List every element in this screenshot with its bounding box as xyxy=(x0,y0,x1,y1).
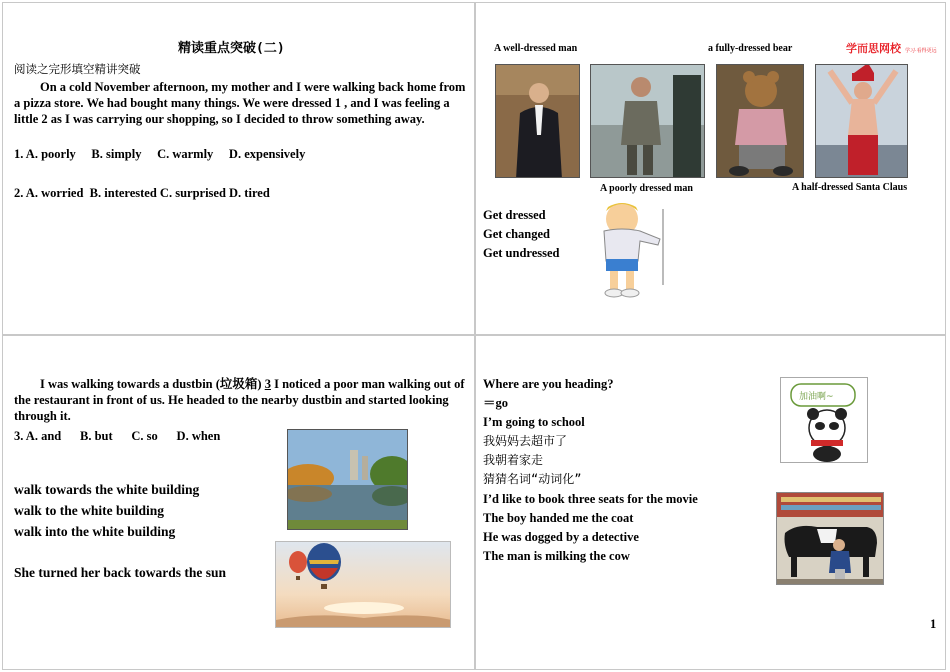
milking-cow-photo xyxy=(776,492,884,585)
fully-dressed-bear-photo xyxy=(716,64,804,178)
slide-panel-1 xyxy=(2,2,475,335)
slide-panel-2 xyxy=(475,2,946,335)
phrase-walk-into: walk into the white building xyxy=(14,524,176,539)
line-equals-go: ＝go xyxy=(483,396,509,410)
line-cn-supermarket: 我妈妈去超市了 xyxy=(483,434,568,448)
phrase-walk-towards: walk towards the white building xyxy=(14,482,200,497)
passage-paragraph: On a cold November afternoon, my mother and I were walking back home from a pizza store. We had bought many things. We were dressed 1 , and I was feeling a little 2 as I was carrying our shopping, so I decided to throw something away. xyxy=(14,80,466,126)
line-handed-coat: The boy handed me the coat xyxy=(483,511,634,525)
blank-3: 3 xyxy=(264,377,271,391)
line-going-school: I’m going to school xyxy=(483,415,585,429)
poorly-dressed-man-photo xyxy=(590,64,705,178)
city-lake-photo xyxy=(287,429,408,530)
phrase-get-changed: Get changed xyxy=(483,227,551,241)
caption-fully-dressed: a fully-dressed bear xyxy=(708,43,793,54)
passage-part-b: I noticed a poor man walking out of the restaurant in front of us. He headed to the nearby dustbin and started looking through it. xyxy=(14,377,465,423)
line-cn-home: 我朝着家走 xyxy=(483,453,544,467)
phrase-get-undressed: Get undressed xyxy=(483,246,560,260)
slide-subtitle: 阅读之完形填空精讲突破 xyxy=(14,62,141,76)
line-milking: The man is milking the cow xyxy=(483,549,630,563)
caption-well-dressed: A well-dressed man xyxy=(494,43,578,54)
phrase-walk-to: walk to the white building xyxy=(14,503,165,518)
slide-panel-4 xyxy=(475,335,946,670)
sentence-turned-back: She turned her back towards the sun xyxy=(14,565,227,580)
passage-part-a: I was walking towards a dustbin (垃圾箱) xyxy=(40,377,265,391)
logo-text: 学而思网校 xyxy=(846,42,901,55)
question-3: 3. A. and B. but C. so D. when xyxy=(14,429,221,443)
caption-poorly-dressed: A poorly dressed man xyxy=(600,183,693,194)
brand-logo xyxy=(846,39,937,57)
question-1: 1. A. poorly B. simply C. warmly D. expensively xyxy=(14,147,306,161)
line-dogged: He was dogged by a detective xyxy=(483,530,639,544)
logo-tagline: 学习·看得更远 xyxy=(905,48,937,54)
hot-air-balloons-photo xyxy=(275,541,451,628)
slide-title: 精读重点突破(二) xyxy=(178,41,285,56)
page-number: 1 xyxy=(930,617,937,631)
phrase-get-dressed: Get dressed xyxy=(483,208,546,222)
panda-cheer-cartoon xyxy=(780,377,868,463)
bubble-text: 加油啊~ xyxy=(799,392,834,402)
boy-dressing-cartoon xyxy=(588,199,668,299)
passage-paragraph-2 xyxy=(14,376,466,424)
line-cn-noun-verb: 猜猜名词“动词化” xyxy=(483,472,582,486)
line-heading: Where are you heading? xyxy=(483,377,614,391)
half-dressed-santa-photo xyxy=(815,64,908,178)
line-book-seats: I’d like to book three seats for the movie xyxy=(483,492,698,506)
question-2: 2. A. worried B. interested C. surprised D. tired xyxy=(14,186,270,200)
caption-half-dressed: A half-dressed Santa Claus xyxy=(792,182,908,193)
well-dressed-man-photo xyxy=(495,64,580,178)
slide-panel-3 xyxy=(2,335,475,670)
